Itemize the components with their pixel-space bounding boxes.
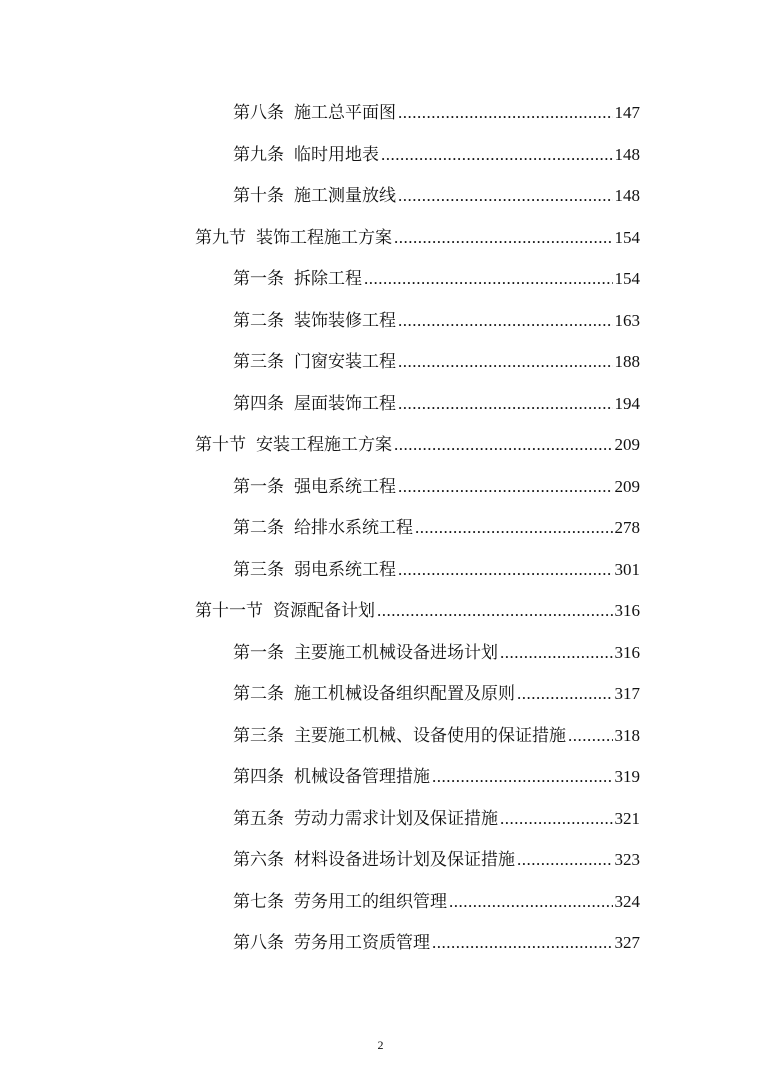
toc-entry-title: 门窗安装工程 — [294, 352, 396, 373]
toc-entry-page: 324 — [614, 891, 640, 911]
toc-entry[interactable] — [0, 464, 761, 506]
toc-entry[interactable] — [0, 671, 761, 713]
toc-entry-page: 301 — [614, 559, 640, 579]
toc-entry-page: 154 — [614, 269, 640, 289]
dot-leader — [377, 601, 613, 621]
toc-entry-page: 209 — [614, 476, 640, 496]
toc-entry[interactable] — [0, 256, 761, 298]
toc-entry-number: 第八条 — [233, 103, 284, 124]
toc-entry-page: 317 — [614, 684, 640, 704]
toc-entry-title: 装饰工程施工方案 — [256, 227, 392, 248]
toc-entry-page: 209 — [614, 435, 640, 455]
toc-entry-number: 第三条 — [233, 559, 284, 580]
toc-entry[interactable] — [0, 381, 761, 423]
toc-entry-page: 323 — [614, 850, 640, 870]
dot-leader — [394, 228, 613, 248]
dot-leader — [398, 477, 613, 497]
toc-entry[interactable] — [0, 879, 761, 921]
toc-entry-title: 屋面装饰工程 — [294, 393, 396, 414]
dot-leader — [500, 643, 613, 663]
toc-entry[interactable] — [0, 713, 761, 755]
toc-section-entry[interactable] — [0, 215, 761, 257]
dot-leader — [500, 809, 613, 829]
toc-section-entry[interactable] — [0, 588, 761, 630]
dot-leader — [381, 145, 613, 165]
page-number: 2 — [377, 1038, 384, 1052]
toc-entry[interactable] — [0, 505, 761, 547]
toc-entry[interactable] — [0, 173, 761, 215]
toc-entry-page: 148 — [614, 186, 640, 206]
toc-entry[interactable] — [0, 132, 761, 174]
toc-entry-title: 资源配备计划 — [273, 601, 375, 622]
toc-entry-title: 主要施工机械设备进场计划 — [294, 642, 498, 663]
dot-leader — [398, 311, 613, 331]
dot-leader — [398, 560, 613, 580]
toc-entry-title: 强电系统工程 — [294, 476, 396, 497]
toc-entry-title: 劳务用工资质管理 — [294, 933, 430, 954]
dot-leader — [364, 269, 613, 289]
toc-entry-number: 第一条 — [233, 642, 284, 663]
toc-entry-title: 机械设备管理措施 — [294, 767, 430, 788]
dot-leader — [398, 352, 613, 372]
toc-entry-page: 319 — [614, 767, 640, 787]
toc-entry-title: 主要施工机械、设备使用的保证措施 — [294, 725, 566, 746]
toc-entry-title: 临时用地表 — [294, 144, 379, 165]
toc-entry-number: 第二条 — [233, 684, 284, 705]
dot-leader — [432, 933, 613, 953]
dot-leader — [432, 767, 613, 787]
toc-entry-number: 第八条 — [233, 933, 284, 954]
toc-entry-page: 318 — [614, 725, 640, 745]
toc-entry[interactable] — [0, 837, 761, 879]
dot-leader — [398, 103, 613, 123]
toc-entry-number: 第九节 — [195, 227, 246, 248]
toc-entry-number: 第一条 — [233, 476, 284, 497]
toc-entry-page: 327 — [614, 933, 640, 953]
dot-leader — [394, 435, 613, 455]
toc-entry-number: 第十条 — [233, 186, 284, 207]
toc-entry-title: 安装工程施工方案 — [256, 435, 392, 456]
toc-entry-page: 316 — [614, 601, 640, 621]
toc-entry-number: 第三条 — [233, 725, 284, 746]
toc-entry[interactable] — [0, 630, 761, 672]
toc-entry-number: 第十节 — [195, 435, 246, 456]
toc-entry-page: 321 — [614, 808, 640, 828]
toc-entry-title: 给排水系统工程 — [294, 518, 413, 539]
toc-entry[interactable] — [0, 547, 761, 589]
toc-entry-number: 第三条 — [233, 352, 284, 373]
dot-leader — [517, 684, 613, 704]
toc-entry[interactable] — [0, 920, 761, 962]
toc-entry[interactable] — [0, 754, 761, 796]
toc-entry-number: 第二条 — [233, 518, 284, 539]
dot-leader — [398, 186, 613, 206]
table-of-contents — [0, 90, 761, 962]
toc-entry-title: 装饰装修工程 — [294, 310, 396, 331]
toc-entry-page: 154 — [614, 227, 640, 247]
dot-leader — [568, 726, 613, 746]
toc-entry-title: 劳动力需求计划及保证措施 — [294, 808, 498, 829]
toc-entry[interactable] — [0, 90, 761, 132]
toc-entry-title: 施工机械设备组织配置及原则 — [294, 684, 515, 705]
toc-entry-page: 147 — [614, 103, 640, 123]
toc-entry-number: 第五条 — [233, 808, 284, 829]
dot-leader — [398, 394, 613, 414]
toc-entry-title: 施工总平面图 — [294, 103, 396, 124]
toc-entry-number: 第一条 — [233, 269, 284, 290]
toc-section-entry[interactable] — [0, 422, 761, 464]
toc-entry-page: 188 — [614, 352, 640, 372]
toc-entry-page: 163 — [614, 310, 640, 330]
toc-entry-number: 第六条 — [233, 850, 284, 871]
dot-leader — [449, 892, 613, 912]
toc-entry-page: 316 — [614, 642, 640, 662]
toc-entry-number: 第四条 — [233, 393, 284, 414]
toc-entry-number: 第四条 — [233, 767, 284, 788]
toc-entry-page: 278 — [614, 518, 640, 538]
dot-leader — [517, 850, 613, 870]
toc-entry[interactable] — [0, 298, 761, 340]
toc-entry-title: 拆除工程 — [294, 269, 362, 290]
toc-entry-page: 194 — [614, 393, 640, 413]
toc-entry[interactable] — [0, 339, 761, 381]
toc-entry-number: 第十一节 — [195, 601, 263, 622]
toc-entry[interactable] — [0, 796, 761, 838]
toc-entry-number: 第二条 — [233, 310, 284, 331]
toc-entry-page: 148 — [614, 144, 640, 164]
toc-entry-title: 劳务用工的组织管理 — [294, 891, 447, 912]
toc-entry-title: 弱电系统工程 — [294, 559, 396, 580]
toc-entry-number: 第七条 — [233, 891, 284, 912]
toc-entry-number: 第九条 — [233, 144, 284, 165]
toc-entry-title: 施工测量放线 — [294, 186, 396, 207]
toc-entry-title: 材料设备进场计划及保证措施 — [294, 850, 515, 871]
dot-leader — [415, 518, 613, 538]
